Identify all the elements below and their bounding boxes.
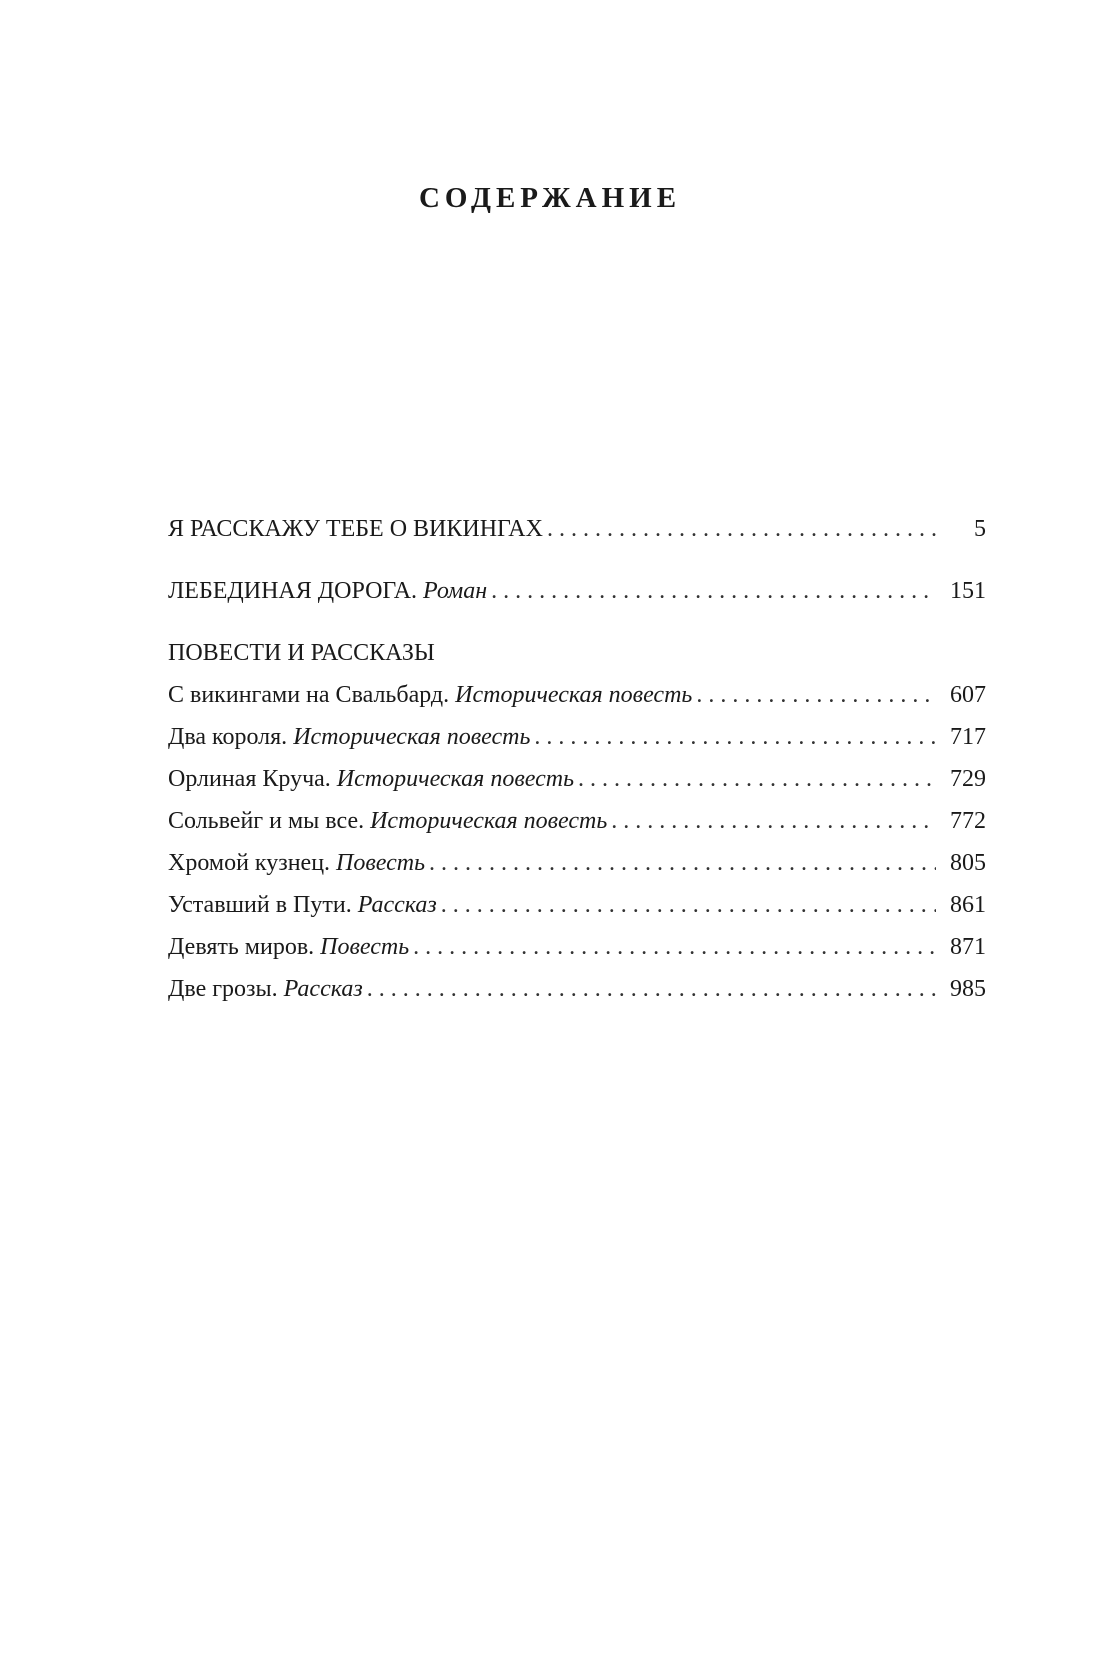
toc-entry[interactable]	[168, 508, 986, 550]
entry-title: Уставший в Пути.	[168, 892, 352, 918]
page-number: 985	[950, 976, 986, 1002]
dot-leader	[692, 674, 936, 716]
dot-leader	[530, 716, 936, 758]
toc-entry[interactable]	[168, 674, 986, 716]
table-of-contents	[168, 508, 986, 1010]
page-number: 717	[950, 724, 986, 750]
entry-genre: Повесть	[320, 934, 410, 960]
entry-title: Девять миров.	[168, 934, 315, 960]
entry-title: Я РАССКАЖУ ТЕБЕ О ВИКИНГАХ	[168, 516, 543, 542]
dot-leader	[607, 800, 936, 842]
dot-leader	[363, 968, 936, 1010]
toc-entry[interactable]	[168, 926, 986, 968]
toc-entry[interactable]	[168, 758, 986, 800]
toc-entry[interactable]	[168, 968, 986, 1010]
page-number: 151	[950, 578, 986, 604]
entry-genre: Историческая повесть	[293, 724, 531, 750]
dot-leader	[543, 508, 936, 550]
entry-title: Орлиная Круча.	[168, 766, 331, 792]
entry-title: Два короля.	[168, 724, 288, 750]
page-title: СОДЕРЖАНИЕ	[418, 182, 682, 214]
entry-title: Сольвейг и мы все.	[168, 808, 365, 834]
dot-leader	[409, 926, 936, 968]
toc-entry[interactable]	[168, 842, 986, 884]
dot-leader	[425, 842, 936, 884]
entry-genre: Рассказ	[357, 892, 437, 918]
toc-entry[interactable]	[168, 884, 986, 926]
entry-title: С викингами на Свальбард.	[168, 682, 450, 708]
entry-title: Две грозы.	[168, 976, 278, 1002]
toc-entry[interactable]	[168, 570, 986, 612]
toc-entry[interactable]	[168, 800, 986, 842]
entry-genre: Историческая повесть	[336, 766, 574, 792]
page-number: 805	[950, 850, 986, 876]
page-number: 729	[950, 766, 986, 792]
section-heading: ПОВЕСТИ И РАССКАЗЫ	[168, 640, 435, 666]
entry-genre: Историческая повесть	[370, 808, 608, 834]
entry-title: ЛЕБЕДИНАЯ ДОРОГА.	[168, 578, 418, 604]
entry-genre: Роман	[423, 578, 488, 604]
entry-title: Хромой кузнец.	[168, 850, 331, 876]
toc-entry[interactable]	[168, 716, 986, 758]
entry-genre: Историческая повесть	[455, 682, 693, 708]
entry-genre: Рассказ	[283, 976, 363, 1002]
page-number: 871	[950, 934, 986, 960]
page-number: 5	[974, 516, 986, 542]
dot-leader	[437, 884, 936, 926]
entry-genre: Повесть	[336, 850, 426, 876]
page-number: 772	[950, 808, 986, 834]
dot-leader	[487, 570, 936, 612]
dot-leader	[574, 758, 936, 800]
page-number: 607	[950, 682, 986, 708]
page-number: 861	[950, 892, 986, 918]
